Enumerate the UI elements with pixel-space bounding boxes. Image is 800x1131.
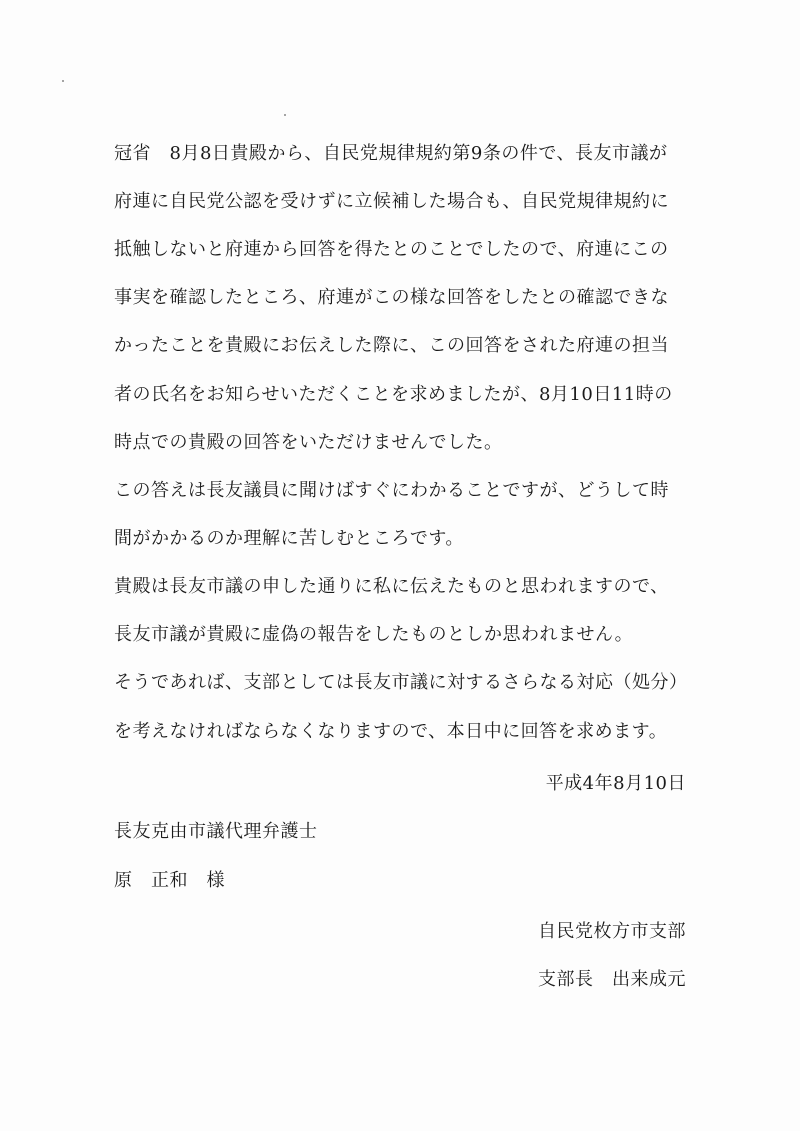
body-line: 時点での貴殿の回答をいただけませんでした。 bbox=[114, 432, 503, 453]
letter-date: 平成4年8月10日 bbox=[545, 773, 686, 794]
body-line: そうであれば、支部としては長友市議に対するさらなる対応（処分） bbox=[114, 672, 688, 693]
body-line: 者の氏名をお知らせいただくことを求めましたが、8月10日11時の bbox=[114, 384, 673, 405]
body-line: かったことを貴殿にお伝えした際に、この回答をされた府連の担当 bbox=[114, 335, 669, 356]
body-line: 府連に自民党公認を受けずに立候補した場合も、自民党規律規約に bbox=[114, 191, 669, 212]
body-line: この答えは長友議員に聞けばすぐにわかることですが、どうして時 bbox=[114, 480, 669, 501]
body-line: 間がかかるのか理解に苦しむところです。 bbox=[114, 528, 464, 549]
sender-person: 支部長 出来成元 bbox=[538, 969, 686, 990]
addressee-title: 長友克由市議代理弁護士 bbox=[114, 821, 318, 842]
body-line: 事実を確認したところ、府連がこの様な回答をしたとの確認できな bbox=[114, 287, 669, 308]
scan-speck bbox=[62, 80, 64, 82]
body-line: 抵触しないと府連から回答を得たとのことでしたので、府連にこの bbox=[114, 239, 669, 260]
body-line: 貴殿は長友市議の申した通りに私に伝えたものと思われますので、 bbox=[114, 576, 669, 597]
body-line: 冠省 8月8日貴殿から、自民党規律規約第9条の件で、長友市議が bbox=[114, 143, 668, 164]
scan-speck bbox=[284, 114, 286, 116]
body-line: 長友市議が貴殿に虚偽の報告をしたものとしか思われません。 bbox=[114, 624, 634, 645]
body-line: を考えなければならなくなりますので、本日中に回答を求めます。 bbox=[114, 721, 668, 742]
addressee-name: 原 正和 様 bbox=[114, 870, 225, 891]
sender-organization: 自民党枚方市支部 bbox=[538, 921, 686, 942]
